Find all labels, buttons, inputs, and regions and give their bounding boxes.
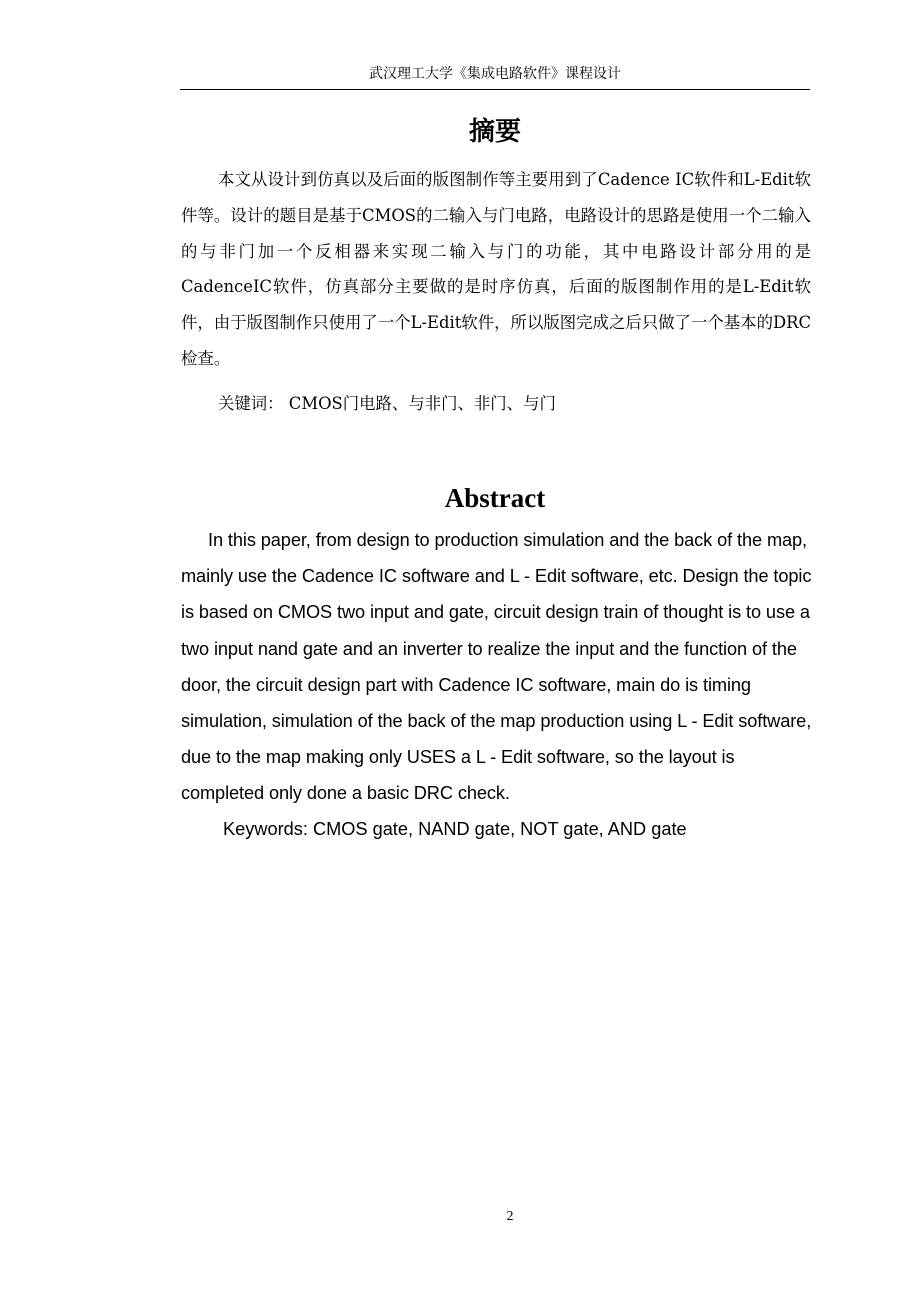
- running-header: 武汉理工大学《集成电路软件》课程设计: [369, 66, 621, 82]
- page-number: 2: [506, 1209, 514, 1224]
- chinese-keywords-list: CMOS门电路、与非门、非门、与门: [288, 394, 556, 413]
- chinese-keywords: [218, 387, 556, 421]
- header-rule: [180, 89, 810, 90]
- english-abstract-title: Abstract: [444, 483, 546, 513]
- chinese-keywords-label: 关键词：: [218, 394, 284, 413]
- english-keywords: Keywords: CMOS gate, NAND gate, NOT gate, AND gate: [223, 819, 687, 839]
- chinese-abstract-title: 摘要: [468, 117, 521, 147]
- english-abstract-body: In this paper, from design to production simulation and the back of the map, mainly use the Cadence IC software and L - Edit software, etc. Design the topic is based on CMOS two input and gate, circuit design train of thought is to use a two input nand gate and an inverter to realize the input and the function of the door, the circuit design part with Cadence IC software, main do is timing simulation, simulation of the back of the map production using L - Edit software, due to the map making only USES a L - Edit software, so the layout is completed only done a basic DRC check.: [181, 530, 812, 804]
- chinese-abstract-body: 本文从设计到仿真以及后面的版图制作等主要用到了Cadence IC软件和L-Edit软件等。设计的题目是基于CMOS的二输入与门电路，电路设计的思路是使用一个二输入的与非门加一个反相器来实现二输入与门的功能，其中电路设计部分用的是CadenceIC软件，仿真部分主要做的是时序仿真，后面的版图制作用的是L-Edit软件，由于版图制作只使用了一个L-Edit软件，所以版图完成之后只做了一个基本的DRC检查。: [181, 170, 811, 368]
